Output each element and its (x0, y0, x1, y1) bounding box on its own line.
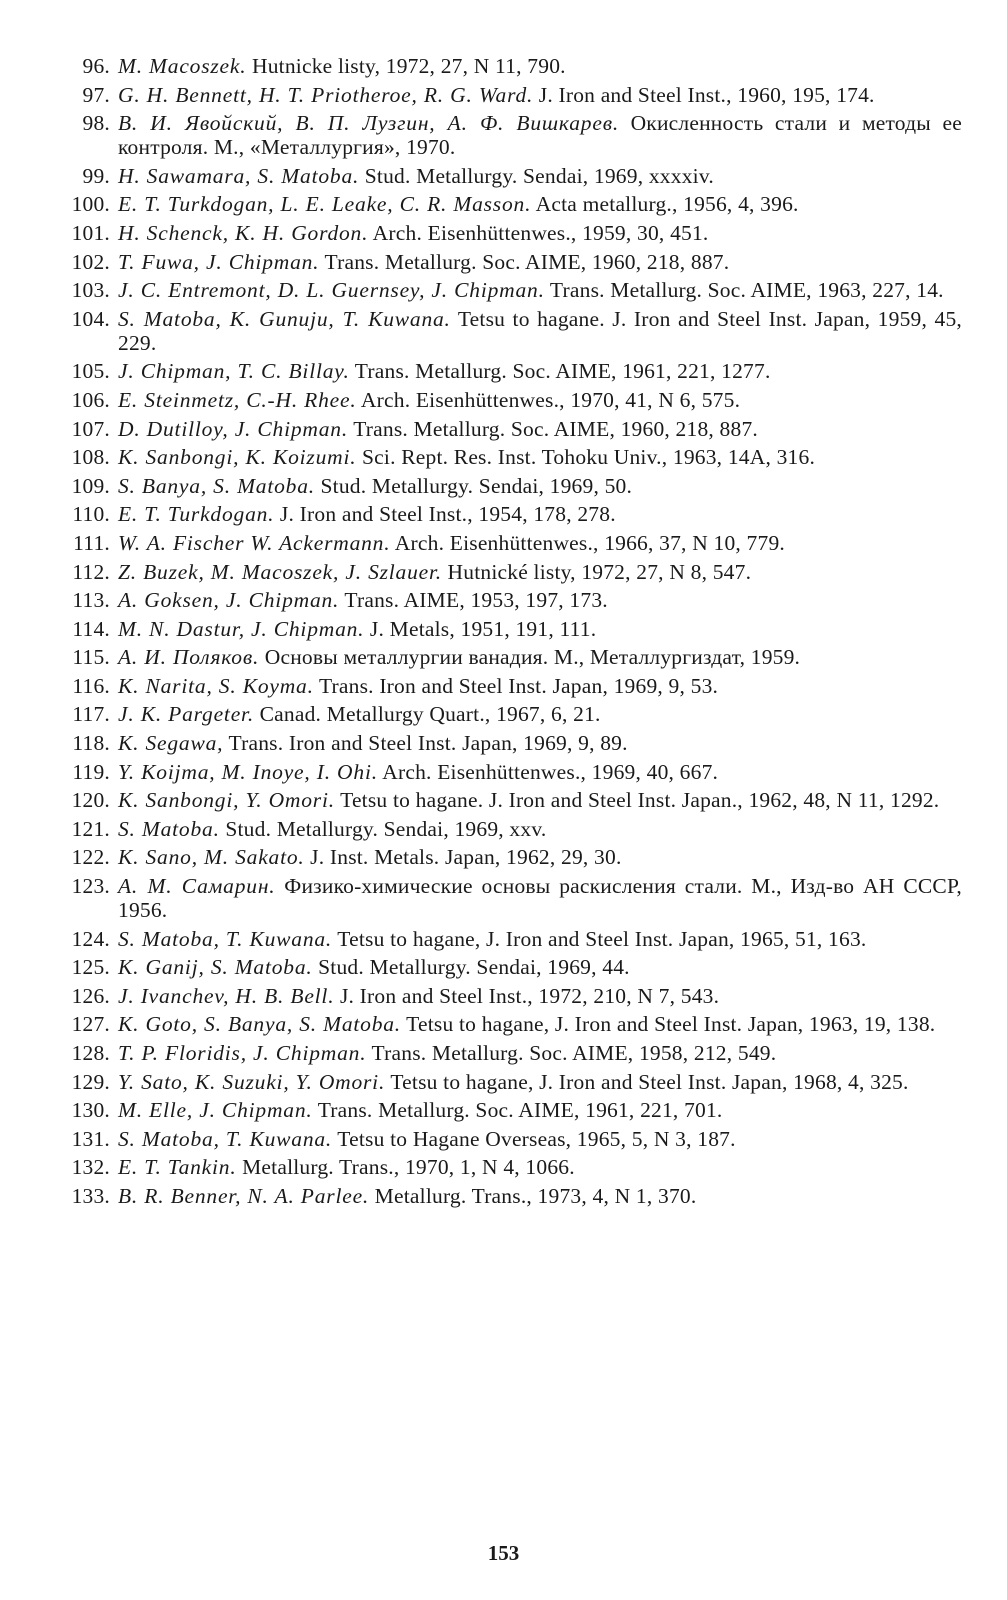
reference-source: Hutnicke listy, 1972, 27, N 11, 790. (246, 54, 566, 78)
reference-authors: A. Goksen, J. Chipman. (118, 588, 340, 613)
reference-number: 104. (71, 306, 110, 331)
reference-source: J. Iron and Steel Inst., 1972, 210, N 7, 543. (334, 983, 720, 1008)
reference-authors: B. R. Benner, N. A. Parlee. (118, 1183, 370, 1208)
reference-number: 128. (71, 1041, 110, 1065)
reference-source: Stud. Metallurgy. Sendai, 1969, 44. (312, 955, 630, 980)
reference-authors: K. Ganij, S. Matoba. (118, 955, 313, 980)
reference-authors: J. C. Entremont, D. L. Guernsey, J. Chipman. (118, 278, 545, 303)
reference-authors: J. K. Pargeter. (118, 702, 255, 727)
reference-number: 99. (82, 163, 110, 188)
reference-entry (62, 417, 962, 441)
reference-number: 132. (71, 1155, 110, 1180)
reference-number: 119. (72, 759, 110, 784)
reference-source: Arch. Eisenhüttenwes., 1959, 30, 451. (368, 220, 709, 245)
reference-number: 100. (71, 192, 110, 217)
reference-entry (62, 359, 962, 383)
reference-entry (62, 560, 962, 584)
reference-entry (62, 445, 962, 469)
reference-entry (62, 1155, 962, 1179)
reference-authors: K. Sanbongi, Y. Omori. (118, 788, 335, 813)
reference-number: 123. (71, 874, 110, 899)
reference-source: Trans. Metallurg. Soc. AIME, 1963, 227, 14. (544, 278, 944, 303)
reference-authors: E. Steinmetz, C.-H. Rhee. (118, 387, 357, 412)
reference-source: Metallurg. Trans., 1973, 4, N 1, 370. (369, 1183, 697, 1208)
reference-entry (62, 307, 962, 355)
reference-source: Tetsu to hagane. J. Iron and Steel Inst. Japan., 1962, 48, N 11, 1292. (334, 788, 940, 813)
reference-source: Tetsu to hagane, J. Iron and Steel Inst. Japan, 1965, 51, 163. (332, 926, 867, 951)
reference-number: 115. (72, 645, 110, 670)
reference-entry (62, 531, 962, 555)
reference-source: Arch. Eisenhüttenwes., 1969, 40, 667. (377, 759, 719, 784)
reference-authors: J. Chipman, T. C. Billay. (118, 359, 350, 384)
reference-source: Tetsu to hagane. J. Iron and Steel Inst. Japan, 1959, 45, 229. (118, 306, 962, 355)
reference-authors: W. A. Fischer W. Ackermann. (118, 530, 391, 555)
reference-entry (62, 502, 962, 526)
reference-entry (62, 1184, 962, 1208)
reference-entry (62, 1012, 962, 1036)
reference-source: Canad. Metallurgy Quart., 1967, 6, 21. (254, 702, 601, 727)
reference-entry (62, 617, 962, 641)
reference-authors: S. Matoba, T. Kuwana. (118, 1126, 333, 1151)
reference-number: 127. (71, 1012, 110, 1037)
reference-source: Arch. Eisenhüttenwes., 1966, 37, N 10, 779. (390, 530, 785, 555)
reference-page (62, 54, 962, 1213)
reference-source: J. Metals, 1951, 191, 111. (364, 616, 597, 641)
reference-entry (62, 278, 962, 302)
reference-source: Metallurg. Trans., 1970, 1, N 4, 1066. (236, 1155, 575, 1180)
reference-authors: В. И. Явойский, В. П. Лузгин, А. Ф. Вишкарев. (118, 111, 619, 136)
page-number: 153 (487, 1541, 520, 1565)
reference-entry (62, 83, 962, 107)
reference-source: Физико-химические основы раскисления стали. М., Изд-во АН СССР, 1956. (118, 874, 962, 923)
reference-authors: G. H. Bennett, H. T. Priotheroe, R. G. Ward. (118, 82, 534, 107)
reference-number: 101. (71, 220, 110, 245)
reference-entry (62, 984, 962, 1008)
reference-entry (62, 164, 962, 188)
reference-entry (62, 731, 962, 755)
reference-entry (62, 955, 962, 979)
reference-entry (62, 221, 962, 245)
reference-entry (62, 1127, 962, 1151)
reference-number: 114. (72, 616, 110, 641)
reference-source: Trans. Metallurg. Soc. AIME, 1961, 221, 701. (312, 1098, 723, 1123)
reference-source: Tetsu to Hagane Overseas, 1965, 5, N 3, 187. (332, 1126, 736, 1151)
reference-source: Trans. Metallurg. Soc. AIME, 1958, 212, 549. (366, 1041, 777, 1065)
reference-source: Tetsu to hagane, J. Iron and Steel Inst. Japan, 1968, 4, 325. (385, 1069, 909, 1094)
reference-source: Основы металлургии ванадия. М., Металлургиздат, 1959. (259, 645, 801, 670)
reference-number: 108. (71, 445, 110, 470)
reference-source: Stud. Metallurgy. Sendai, 1969, xxv. (219, 816, 547, 841)
reference-number: 111. (73, 530, 110, 555)
reference-entry (62, 1098, 962, 1122)
reference-entry (62, 250, 962, 274)
reference-number: 124. (71, 926, 110, 951)
reference-number: 107. (71, 416, 110, 441)
reference-source: Stud. Metallurgy. Sendai, 1969, 50. (314, 473, 633, 498)
reference-entry (62, 645, 962, 669)
reference-number: 118. (72, 731, 110, 756)
reference-source: Arch. Eisenhüttenwes., 1970, 41, N 6, 575. (356, 387, 741, 412)
reference-authors: Z. Buzek, M. Macoszek, J. Szlauer. (118, 559, 442, 584)
reference-number: 106. (71, 387, 110, 412)
reference-source: Hutnické listy, 1972, 27, N 8, 547. (441, 559, 752, 584)
reference-authors: Y. Koijma, M. Inoye, I. Ohi. (118, 759, 378, 784)
reference-number: 110. (72, 502, 110, 527)
reference-source: Acta metallurg., 1956, 4, 396. (531, 192, 799, 217)
reference-entry (62, 788, 962, 812)
reference-entry (62, 702, 962, 726)
reference-authors: H. Schenck, K. H. Gordon. (118, 220, 369, 245)
reference-authors: D. Dutilloy, J. Chipman. (118, 416, 349, 441)
reference-number: 116. (72, 673, 110, 698)
reference-number: 126. (71, 983, 110, 1008)
reference-source: Trans. Iron and Steel Inst. Japan, 1969, 9, 53. (313, 673, 719, 698)
reference-entry (62, 192, 962, 216)
reference-entry (62, 111, 962, 159)
reference-source: Trans. Metallurg. Soc. AIME, 1960, 218, 887. (348, 416, 758, 441)
reference-entry (62, 760, 962, 784)
reference-number: 131. (71, 1126, 110, 1151)
reference-authors: Y. Sato, K. Suzuki, Y. Omori. (118, 1069, 386, 1094)
reference-number: 113. (72, 588, 110, 613)
reference-number: 102. (71, 249, 110, 274)
reference-number: 130. (71, 1098, 110, 1123)
reference-number: 121. (71, 816, 110, 841)
reference-authors: T. Fuwa, J. Chipman. (118, 249, 320, 274)
reference-number: 112. (72, 559, 110, 584)
reference-authors: K. Segawa, (118, 731, 224, 756)
reference-number: 122. (71, 845, 110, 870)
reference-authors: S. Matoba, K. Gunuju, T. Kuwana. (118, 306, 451, 331)
reference-entry (62, 874, 962, 922)
reference-entry (62, 588, 962, 612)
reference-list (62, 54, 962, 1208)
reference-number: 105. (71, 359, 110, 384)
reference-entry (62, 54, 962, 78)
reference-authors: K. Goto, S. Banya, S. Matoba. (118, 1012, 401, 1037)
reference-authors: А. М. Самарин. (118, 874, 276, 899)
reference-entry (62, 1070, 962, 1094)
reference-number: 103. (71, 278, 110, 303)
reference-source: Trans. AIME, 1953, 197, 173. (339, 588, 608, 613)
reference-entry (62, 817, 962, 841)
reference-authors: E. T. Tankin. (118, 1155, 237, 1180)
reference-number: 133. (71, 1183, 110, 1208)
reference-entry (62, 474, 962, 498)
reference-number: 98. (82, 111, 110, 136)
reference-authors: J. Ivanchev, H. B. Bell. (118, 983, 335, 1008)
reference-number: 97. (82, 82, 110, 107)
reference-entry (62, 927, 962, 951)
reference-source: Sci. Rept. Res. Inst. Tohoku Univ., 1963, 14A, 316. (356, 445, 816, 470)
reference-number: 117. (72, 702, 110, 727)
reference-authors: E. T. Turkdogan, L. E. Leake, C. R. Masson. (118, 192, 532, 217)
reference-number: 125. (71, 955, 110, 980)
reference-entry (62, 845, 962, 869)
reference-number: 96. (82, 54, 110, 78)
reference-entry (62, 388, 962, 412)
reference-source: Окисленность стали и методы ее контроля. М., «Металлургия», 1970. (118, 111, 962, 160)
reference-authors: S. Matoba, T. Kuwana. (118, 926, 333, 951)
reference-source: Trans. Metallurg. Soc. AIME, 1961, 221, 1277. (349, 359, 771, 384)
reference-source: Trans. Iron and Steel Inst. Japan, 1969, 9, 89. (223, 731, 628, 756)
reference-number: 129. (71, 1069, 110, 1094)
reference-authors: M. N. Dastur, J. Chipman. (118, 616, 365, 641)
reference-source: Tetsu to hagane, J. Iron and Steel Inst. Japan, 1963, 19, 138. (400, 1012, 936, 1037)
reference-authors: K. Narita, S. Koyma. (118, 673, 314, 698)
reference-number: 109. (71, 473, 110, 498)
reference-authors: E. T. Turkdogan. (118, 502, 275, 527)
reference-source: J. Iron and Steel Inst., 1960, 195, 174. (533, 82, 875, 107)
reference-source: J. Inst. Metals. Japan, 1962, 29, 30. (304, 845, 622, 870)
reference-authors: T. P. Floridis, J. Chipman. (118, 1041, 367, 1065)
reference-number: 120. (71, 788, 110, 813)
reference-authors: H. Sawamara, S. Matoba. (118, 163, 360, 188)
reference-authors: S. Matoba. (118, 816, 220, 841)
reference-authors: S. Banya, S. Matoba. (118, 473, 315, 498)
reference-authors: K. Sano, M. Sakato. (118, 845, 305, 870)
reference-source: J. Iron and Steel Inst., 1954, 178, 278. (274, 502, 616, 527)
reference-source: Stud. Metallurgy. Sendai, 1969, xxxxiv. (359, 163, 714, 188)
reference-authors: А. И. Поляков. (118, 645, 260, 670)
reference-authors: K. Sanbongi, K. Koizumi. (118, 445, 357, 470)
reference-authors: M. Macoszek. (118, 54, 247, 78)
reference-source: Trans. Metallurg. Soc. AIME, 1960, 218, 887. (319, 249, 730, 274)
reference-entry (62, 674, 962, 698)
reference-entry (62, 1041, 962, 1065)
reference-authors: M. Elle, J. Chipman. (118, 1098, 313, 1123)
